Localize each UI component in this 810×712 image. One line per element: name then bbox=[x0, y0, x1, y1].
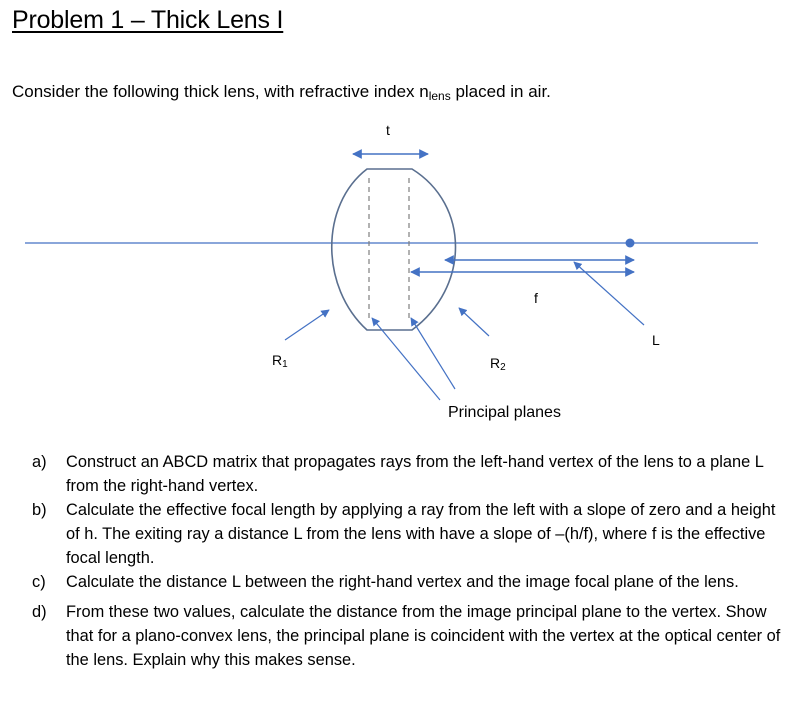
label-R2-sub: 2 bbox=[500, 362, 506, 373]
label-R1-sub: 1 bbox=[282, 359, 288, 370]
intro-after: placed in air. bbox=[450, 82, 551, 101]
question-c-letter: c) bbox=[32, 573, 46, 591]
question-a bbox=[32, 450, 792, 498]
intro-subscript: lens bbox=[428, 89, 451, 103]
thick-lens bbox=[332, 169, 456, 330]
label-R1-main: R bbox=[272, 352, 283, 368]
question-b-text: Calculate the effective focal length by applying a ray from the left with a slope of zero and a height of h. The exiting ray a distance L from the lens with have a slope of –(h/f), where f is the effective focal length. bbox=[66, 501, 776, 567]
question-c-text: Calculate the distance L between the right-hand vertex and the image focal plane of the lens. bbox=[66, 573, 739, 591]
label-R2-main: R bbox=[490, 355, 501, 371]
label-f: f bbox=[534, 290, 538, 306]
question-d-text: From these two values, calculate the distance from the image principal plane to the vertex. Show that for a plano-convex lens, the principal plane is coincident with the vertex at the optical center of the lens. Explain why this makes sense. bbox=[66, 603, 781, 669]
question-d-letter: d) bbox=[32, 603, 47, 621]
intro-before: Consider the following thick lens, with refractive index n bbox=[12, 82, 429, 101]
label-R2 bbox=[490, 355, 506, 371]
label-principal-planes: Principal planes bbox=[448, 404, 561, 421]
question-a-letter: a) bbox=[32, 453, 47, 471]
focal-point-dot bbox=[626, 239, 635, 248]
R1-pointer bbox=[285, 310, 329, 340]
problem-title: Problem 1 – Thick Lens I bbox=[12, 6, 284, 34]
question-d bbox=[32, 600, 792, 672]
label-L: L bbox=[652, 332, 660, 348]
question-b-letter: b) bbox=[32, 501, 47, 519]
question-c bbox=[32, 570, 792, 594]
question-a-text: Construct an ABCD matrix that propagates rays from the left-hand vertex of the lens to a plane L from the right-hand vertex. bbox=[66, 453, 764, 495]
question-b bbox=[32, 498, 792, 570]
question-list bbox=[32, 450, 792, 672]
R2-pointer bbox=[459, 308, 489, 336]
label-R1 bbox=[272, 352, 288, 368]
principal-planes-pointer-2 bbox=[411, 318, 455, 389]
label-t: t bbox=[386, 122, 390, 138]
